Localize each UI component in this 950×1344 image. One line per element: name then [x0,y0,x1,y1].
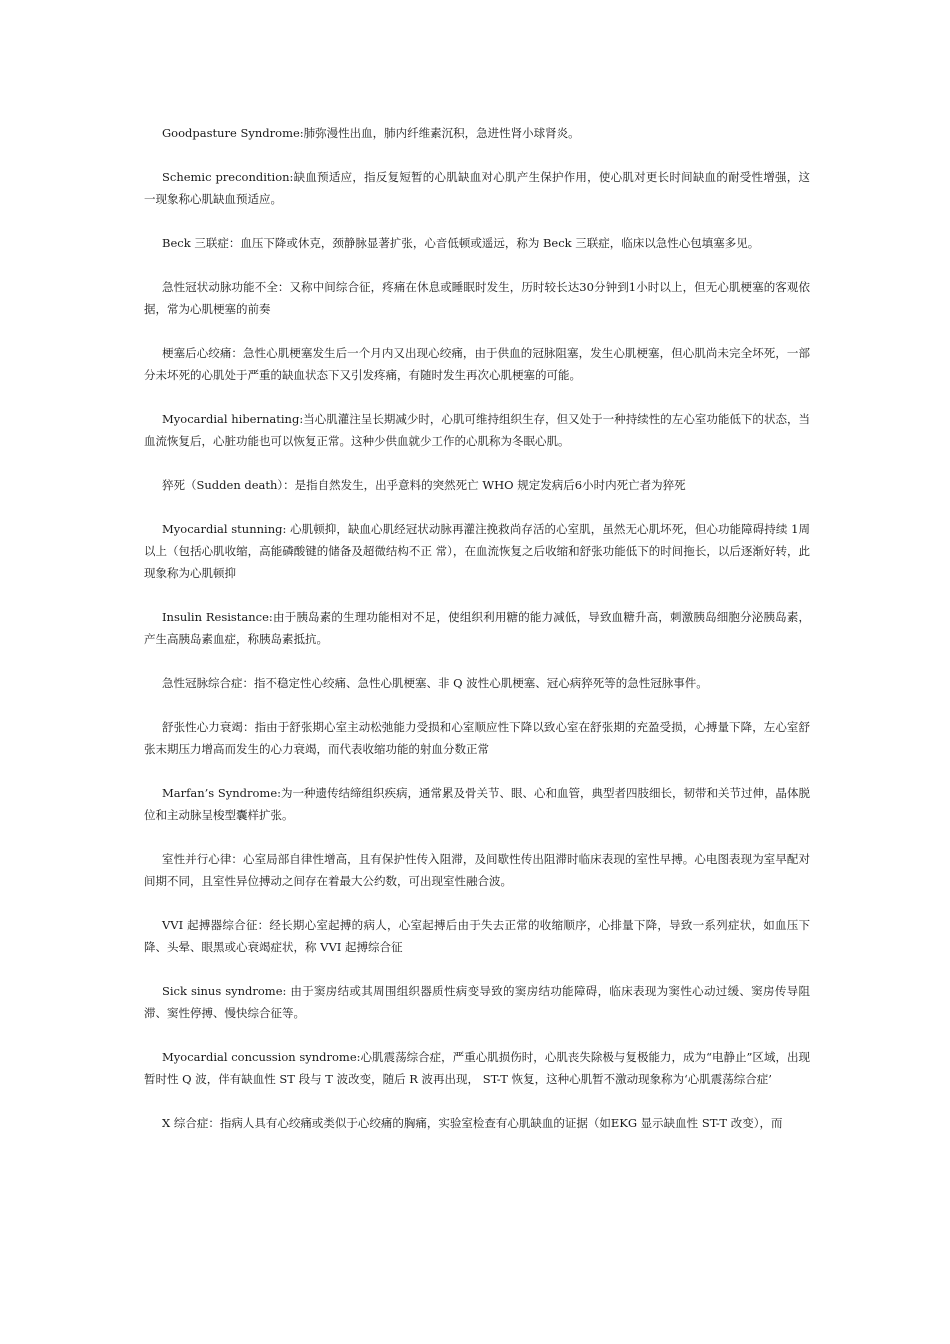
paragraph-diastolic-heart-failure: 舒张性心力衰竭：指由于舒张期心室主动松弛能力受损和心室顺应性下降以致心室在舒张期的充盈受损，心搏量下降，左心室舒张末期压力增高而发生的心力衰竭，而代表收缩功能的射血分数正常 [144,720,810,756]
paragraph-acute-coronary-syndrome: 急性冠脉综合症：指不稳定性心绞痛、急性心肌梗塞、非 Q 波性心肌梗塞、冠心病猝死等的急性冠脉事件。 [162,676,708,690]
paragraph-sick-sinus-syndrome: Sick sinus syndrome: 由于窦房结或其周围组织器质性病变导致的窦房结功能障碍，临床表现为窦性心动过缓、窦房传导阻滞、窦性停搏、慢快综合征等。 [144,984,810,1020]
paragraph-goodpasture-syndrome: Goodpasture Syndrome:肺弥漫性出血，肺内纤维素沉积，急进性肾小球肾炎。 [162,126,580,140]
paragraph-vvi-pacemaker-syndrome: VVI 起搏器综合征：经长期心室起搏的病人，心室起搏后由于失去正常的收缩顺序，心排量下降，导致一系列症状，如血压下降、头晕、眼黑或心衰竭症状，称 VVI 起搏综合征 [144,918,810,954]
paragraph-myocardial-stunning: Myocardial stunning: 心肌顿抑，缺血心肌经冠状动脉再灌注挽救尚存活的心室肌，虽然无心肌坏死，但心功能障碍持续 1周以上（包括心肌收缩，高能磷酸键的储备及超微结构不正 常），在血流恢复之后收缩和舒张功能低下的时间拖长，以后逐渐好转，此现象称为心肌顿抑 [144,522,810,580]
document-body [144,122,810,1156]
paragraph-marfan-syndrome: Marfan’s Syndrome:为一种遗传结缔组织疾病，通常累及骨关节、眼、心和血管，典型者四肢细长，韧带和关节过伸，晶体脱位和主动脉呈梭型囊样扩张。 [144,786,811,822]
paragraph-ventricular-parasystole: 室性并行心律：心室局部自律性增高，且有保护性传入阻滞，及间歇性传出阻滞时临床表现的室性早搏。心电图表现为室早配对间期不同，且室性异位搏动之间存在着最大公约数，可出现室性融合波。 [144,852,810,888]
paragraph-syndrome-x: X 综合症：指病人具有心绞痛或类似于心绞痛的胸痛，实验室检查有心肌缺血的证据（如EKG 显示缺血性 ST-T 改变），而 [162,1116,783,1130]
paragraph-insulin-resistance: Insulin Resistance:由于胰岛素的生理功能相对不足，使组织利用糖的能力减低，导致血糖升高，刺激胰岛细胞分泌胰岛素，产生高胰岛素血症，称胰岛素抵抗。 [144,610,810,646]
paragraph-post-infarction-angina: 梗塞后心绞痛：急性心肌梗塞发生后一个月内又出现心绞痛，由于供血的冠脉阻塞，发生心肌梗塞，但心肌尚未完全坏死，一部分未坏死的心肌处于严重的缺血状态下又引发疼痛，有随时发生再次心肌梗塞的可能。 [144,346,810,382]
paragraph-schemic-precondition: Schemic precondition:缺血预适应，指反复短暂的心肌缺血对心肌产生保护作用，使心肌对更长时间缺血的耐受性增强，这一现象称心肌缺血预适应。 [144,170,810,206]
paragraph-acute-coronary-insufficiency: 急性冠状动脉功能不全：又称中间综合征，疼痛在休息或睡眠时发生，历时较长达30分钟到1小时以上，但无心肌梗塞的客观依据，常为心肌梗塞的前奏 [144,280,810,316]
paragraph-myocardial-hibernating: Myocardial hibernating:当心肌灌注呈长期减少时，心肌可维持组织生存，但又处于一种持续性的左心室功能低下的状态，当血流恢复后，心脏功能也可以恢复正常。这种少供血就少工作的心肌称为冬眠心肌。 [144,412,810,448]
paragraph-myocardial-concussion-syndrome: Myocardial concussion syndrome:心肌震荡综合症，严重心肌损伤时，心肌丧失除极与复极能力，成为“电静止”区域，出现暂时性 Q 波，伴有缺血性 ST 段与 T 波改变，随后 R 波再出现， ST-T 恢复，这种心肌暂不激动现象称为‘心肌震荡综合症’ [144,1050,810,1086]
paragraph-beck-triad: Beck 三联症：血压下降或休克，颈静脉显著扩张，心音低顿或遥远，称为 Beck 三联症，临床以急性心包填塞多见。 [162,236,760,250]
paragraph-sudden-death: 猝死（Sudden death）：是指自然发生，出乎意料的突然死亡 WHO 规定发病后6小时内死亡者为猝死 [162,478,686,492]
